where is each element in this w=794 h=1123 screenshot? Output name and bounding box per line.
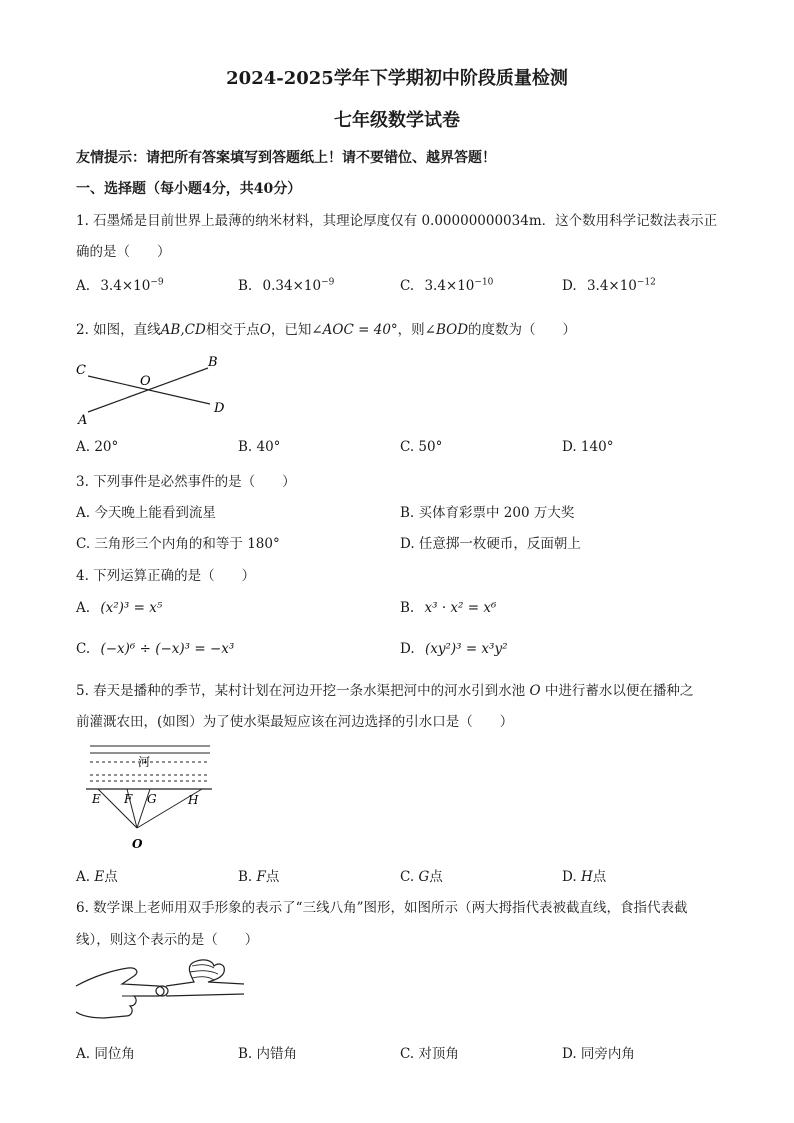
q5-option-b-label: B.	[238, 869, 257, 885]
q3-option-d[interactable]: D. 任意掷一枚硬币，反面朝上	[400, 536, 581, 552]
q5-text-line1-post: 中进行蓄水以便在播种之	[540, 683, 694, 699]
q1-option-a[interactable]	[76, 278, 164, 294]
q6-option-b[interactable]: B. 内错角	[238, 1046, 298, 1062]
right-hand	[166, 960, 244, 986]
exam-subtitle: 七年级数学试卷	[334, 110, 460, 131]
q2-option-c[interactable]: C. 50°	[400, 439, 443, 455]
q1-option-b-label: B.	[238, 278, 253, 294]
q6-text-line2: 线），则这个表示的是（ ）	[76, 932, 259, 948]
q3-text: 3. 下列事件是必然事件的是（ ）	[76, 474, 296, 490]
q4-option-c[interactable]	[76, 641, 234, 657]
label-b: B	[208, 355, 218, 370]
q1-text-line2: 确的是（ ）	[76, 244, 171, 260]
left-hand	[76, 968, 164, 1018]
q5-option-d[interactable]	[562, 865, 606, 885]
q2-text-mid: 相交于点	[205, 322, 260, 338]
q2-text	[76, 318, 576, 338]
q4-option-c-label: C.	[76, 641, 91, 657]
q2-figure	[70, 350, 240, 430]
label-h: H	[188, 793, 199, 807]
q2-lines: AB,CD	[160, 322, 206, 338]
label-e: E	[92, 792, 101, 806]
q3-option-a[interactable]: A. 今天晚上能看到流星	[76, 505, 216, 521]
q5-pool: O	[529, 683, 541, 699]
q5-option-c[interactable]	[400, 865, 443, 885]
q5-option-b[interactable]	[238, 865, 279, 885]
label-o: O	[132, 837, 143, 851]
q6-hands-figure	[74, 956, 246, 1026]
q1-option-d-exp: −12	[636, 277, 656, 288]
q1-option-d-label: D.	[562, 278, 577, 294]
q2-text-mid3: ，则	[397, 322, 425, 338]
label-f: F	[124, 792, 133, 806]
q6-text-line1: 6. 数学课上老师用双手形象的表示了“三线八角”图形，如图所示（两大拇指代表被截直线，食指代表截	[76, 900, 688, 916]
label-c: C	[76, 363, 86, 378]
q3-option-c[interactable]: C. 三角形三个内角的和等于 180°	[76, 536, 280, 552]
q1-option-b-base: 0.34×10	[262, 278, 322, 294]
q4-option-a-expr: (x²)³ = x⁵	[100, 600, 163, 616]
label-a: A	[78, 413, 88, 428]
q1-option-b[interactable]	[238, 278, 334, 294]
river-label: 河	[138, 755, 151, 769]
q2-text-mid2: ，已知	[270, 322, 312, 338]
q5-option-c-point: G	[418, 869, 430, 885]
q6-option-c[interactable]: C. 对顶角	[400, 1046, 459, 1062]
q1-option-a-label: A.	[76, 278, 91, 294]
q2-option-d[interactable]: D. 140°	[562, 439, 614, 455]
q5-text-line2: 前灌溉农田，(如图）为了使水渠最短应该在河边选择的引水口是（ ）	[76, 714, 514, 730]
q4-text: 4. 下列运算正确的是（ ）	[76, 568, 256, 584]
q4-option-d-expr: (xy²)³ = x³y²	[424, 641, 508, 657]
q1-option-c[interactable]	[400, 278, 493, 294]
q2-given: ∠AOC = 40°	[311, 322, 398, 338]
q2-option-b[interactable]: B. 40°	[238, 439, 281, 455]
q5-text-line1-pre: 5. 春天是播种的季节，某村计划在河边开挖一条水渠把河中的河水引到水池	[76, 683, 530, 699]
q5-option-b-point: F	[256, 869, 266, 885]
label-g: G	[147, 792, 157, 806]
q2-text-pre: 2. 如图，直线	[76, 322, 161, 338]
q4-option-b-label: B.	[400, 600, 415, 616]
q4-option-d[interactable]	[400, 641, 508, 657]
label-o: O	[140, 374, 151, 389]
q5-option-b-suffix: 点	[265, 869, 280, 885]
q6-option-a[interactable]: A. 同位角	[76, 1046, 135, 1062]
q1-option-a-base: 3.4×10	[100, 278, 151, 294]
q6-option-d[interactable]: D. 同旁内角	[562, 1046, 635, 1062]
section-heading: 一、选择题（每小题4分，共40分）	[76, 181, 302, 197]
right-thumb	[166, 994, 244, 996]
q1-option-d[interactable]	[562, 278, 656, 294]
q1-option-b-exp: −9	[321, 277, 335, 288]
q5-option-a-label: A.	[76, 869, 95, 885]
q1-option-a-exp: −9	[150, 277, 164, 288]
q4-option-a[interactable]	[76, 600, 162, 616]
label-d: D	[214, 401, 225, 416]
q1-option-d-base: 3.4×10	[586, 278, 637, 294]
q2-text-end: 的度数为（ ）	[468, 322, 577, 338]
q2-point: O	[259, 322, 271, 338]
q4-option-d-label: D.	[400, 641, 415, 657]
notice: 友情提示：请把所有答案填写到答题纸上！请不要错位、越界答题！	[76, 150, 496, 166]
q5-figure	[84, 738, 216, 854]
q5-option-d-point: H	[580, 869, 593, 885]
q3-option-b[interactable]: B. 买体育彩票中 200 万大奖	[400, 505, 575, 521]
q2-ask: ∠BOD	[424, 322, 469, 338]
q1-text-line1: 1. 石墨烯是目前世界上最薄的纳米材料，其理论厚度仅有 0.00000000034m．这个数用科学记数法表示正	[76, 213, 718, 229]
q5-option-d-label: D.	[562, 869, 581, 885]
q5-option-d-suffix: 点	[592, 869, 607, 885]
q1-option-c-exp: −10	[474, 277, 494, 288]
q1-option-c-label: C.	[400, 278, 415, 294]
q4-option-c-expr: (−x)⁶ ÷ (−x)³ = −x³	[100, 641, 235, 657]
q5-option-c-suffix: 点	[429, 869, 443, 885]
q5-option-a-point: E	[94, 869, 105, 885]
q4-option-a-label: A.	[76, 600, 91, 616]
q2-option-a[interactable]: A. 20°	[76, 439, 119, 455]
q4-option-b[interactable]	[400, 600, 496, 616]
q5-text-line1	[76, 679, 693, 699]
q5-option-a-suffix: 点	[104, 869, 118, 885]
q4-option-b-expr: x³ · x² = x⁶	[424, 600, 497, 616]
exam-title: 2024-2025学年下学期初中阶段质量检测	[226, 68, 568, 89]
q5-option-c-label: C.	[400, 869, 419, 885]
q5-option-a[interactable]	[76, 865, 118, 885]
q1-option-c-base: 3.4×10	[424, 278, 475, 294]
